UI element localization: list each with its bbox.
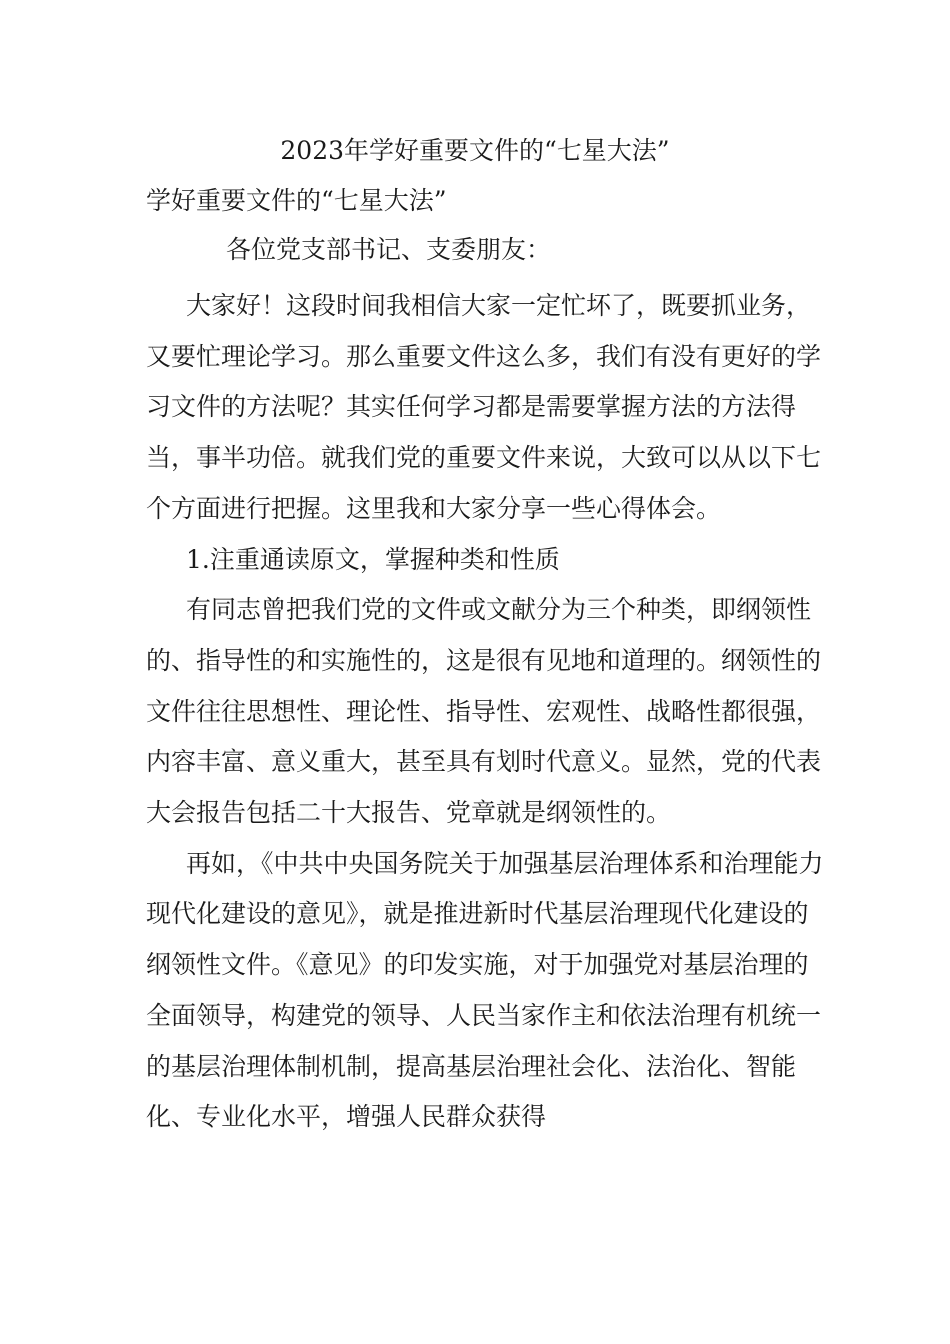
document-title: 2023年学好重要文件的“七星大法”	[280, 136, 670, 165]
salutation: 各位党支部书记、支委朋友：	[226, 235, 552, 264]
section-heading-1: 1.注重通读原文，掌握种类和性质	[186, 544, 560, 574]
paragraph-example: 再如，《中共中央国务院关于加强基层治理体系和治理能力现代化建设的意见》，就是推进新时代基层治理现代化建设的纲领性文件。《意见》的印发实施，对于加强党对基层治理的全面领导，构建党的领导、人民当家作主和依法治理有机统一的基层治理体制机制，提高基层治理社会化、法治化、智能化、专业化水平，增强人民群众获得	[146, 848, 824, 1132]
document-subtitle: 学好重要文件的“七星大法”	[146, 186, 447, 215]
paragraph-document-types: 有同志曾把我们党的文件或文献分为三个种类，即纲领性的、指导性的和实施性的，这是很有见地和道理的。纲领性的文件往往思想性、理论性、指导性、宏观性、战略性都很强，内容丰富、意义重大，甚至具有划时代意义。显然，党的代表大会报告包括二十大报告、党章就是纲领性的。	[146, 595, 822, 828]
paragraph-greeting: 大家好！这段时间我相信大家一定忙坏了，既要抓业务，又要忙理论学习。那么重要文件这么多，我们有没有更好的学习文件的方法呢？其实任何学习都是需要掌握方法的方法得当，事半功倍。就我们党的重要文件来说，大致可以从以下七个方面进行把握。这里我和大家分享一些心得体会。	[146, 291, 822, 523]
document-body	[146, 281, 826, 1143]
